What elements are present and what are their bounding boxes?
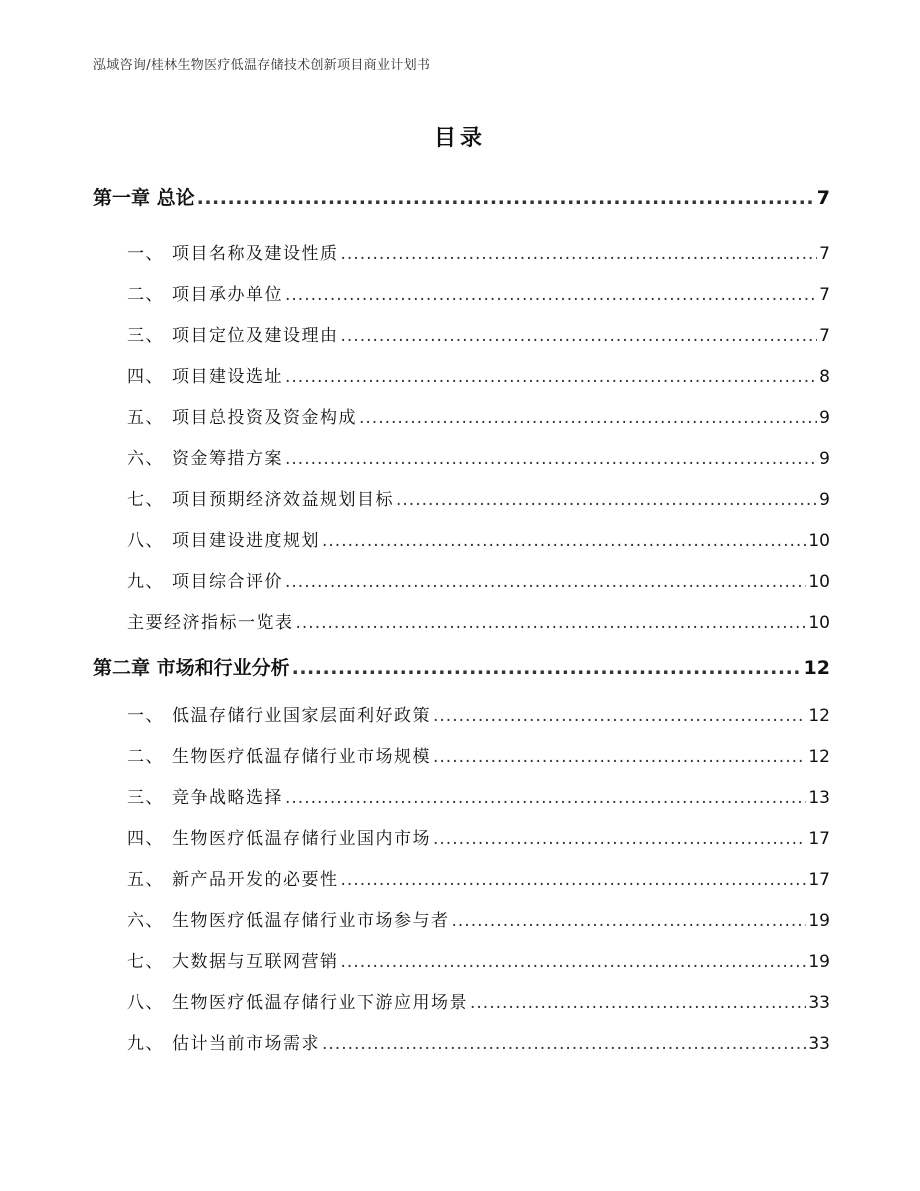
entry-title: 资金筹措方案	[172, 449, 283, 469]
chapter-title: 第一章 总论	[93, 187, 195, 209]
entry-title: 生物医疗低温存储行业市场参与者	[172, 911, 450, 931]
page-number: 19	[808, 911, 830, 931]
page-number: 10	[808, 572, 830, 592]
toc-chapter-2[interactable]	[93, 648, 830, 688]
entry-number: 七、	[127, 490, 164, 510]
entry-number: 九、	[127, 572, 164, 592]
dot-leader	[197, 178, 815, 218]
toc-chapter-1[interactable]	[93, 178, 830, 218]
entry-number: 三、	[127, 326, 164, 346]
toc-title: 目录	[433, 126, 486, 151]
dot-leader	[433, 737, 806, 778]
entry-title: 项目名称及建设性质	[172, 244, 339, 264]
dot-leader	[285, 778, 806, 819]
entry-title: 项目建设进度规划	[172, 531, 320, 551]
page-number: 9	[819, 449, 830, 469]
entry-title: 项目总投资及资金构成	[172, 408, 357, 428]
dot-leader	[341, 942, 807, 983]
entry-number: 五、	[127, 408, 164, 428]
page-number: 10	[808, 531, 830, 551]
entry-title: 项目建设选址	[172, 367, 283, 387]
dot-leader	[359, 398, 817, 439]
dot-leader	[296, 603, 807, 644]
entry-title: 新产品开发的必要性	[172, 870, 339, 890]
dot-leader	[341, 234, 818, 275]
entry-number: 一、	[127, 244, 164, 264]
entry-number: 六、	[127, 911, 164, 931]
toc-entry[interactable]	[93, 357, 830, 398]
toc-entry[interactable]	[93, 439, 830, 480]
entry-title: 项目定位及建设理由	[172, 326, 339, 346]
toc-entry[interactable]	[93, 1024, 830, 1065]
running-header: 泓域咨询/桂林生物医疗低温存储技术创新项目商业计划书	[93, 58, 431, 73]
toc-entry[interactable]	[93, 819, 830, 860]
entry-number: 二、	[127, 747, 164, 767]
toc-entry[interactable]	[93, 398, 830, 439]
page-number: 33	[808, 993, 830, 1013]
entry-title: 生物医疗低温存储行业下游应用场景	[172, 993, 468, 1013]
entry-title: 竞争战略选择	[172, 788, 283, 808]
entry-title: 大数据与互联网营销	[172, 952, 339, 972]
toc-entry[interactable]	[93, 480, 830, 521]
toc-entry[interactable]	[93, 942, 830, 983]
page-number: 9	[819, 490, 830, 510]
entry-number: 四、	[127, 367, 164, 387]
toc-entry[interactable]	[93, 696, 830, 737]
toc-entry[interactable]	[93, 737, 830, 778]
chapter-title: 第二章 市场和行业分析	[93, 657, 290, 679]
entry-number: 五、	[127, 870, 164, 890]
page-number: 19	[808, 952, 830, 972]
page-number: 7	[819, 285, 830, 305]
page-number: 17	[808, 870, 830, 890]
toc-entry[interactable]	[93, 901, 830, 942]
toc-entry[interactable]	[93, 275, 830, 316]
entry-number: 九、	[127, 1034, 164, 1054]
page-number: 7	[819, 326, 830, 346]
entry-number: 二、	[127, 285, 164, 305]
toc-entry[interactable]	[93, 603, 830, 644]
entry-title: 生物医疗低温存储行业国内市场	[172, 829, 431, 849]
page-number: 13	[808, 788, 830, 808]
dot-leader	[396, 480, 817, 521]
toc-entry[interactable]	[93, 562, 830, 603]
dot-leader	[470, 983, 806, 1024]
dot-leader	[433, 819, 806, 860]
table-of-contents	[93, 178, 830, 1065]
page-number: 17	[808, 829, 830, 849]
dot-leader	[341, 316, 818, 357]
page-number: 12	[808, 706, 830, 726]
entry-title: 主要经济指标一览表	[127, 613, 294, 633]
entry-title: 项目承办单位	[172, 285, 283, 305]
dot-leader	[292, 648, 802, 688]
dot-leader	[322, 1024, 806, 1065]
entry-title: 项目预期经济效益规划目标	[172, 490, 394, 510]
dot-leader	[341, 860, 807, 901]
page-number: 9	[819, 408, 830, 428]
toc-entry[interactable]	[93, 234, 830, 275]
page-number: 10	[808, 613, 830, 633]
page-number: 8	[819, 367, 830, 387]
dot-leader	[285, 439, 817, 480]
entry-number: 六、	[127, 449, 164, 469]
page-number: 12	[808, 747, 830, 767]
toc-entry[interactable]	[93, 983, 830, 1024]
page-number: 12	[803, 657, 830, 679]
dot-leader	[285, 275, 817, 316]
entry-number: 三、	[127, 788, 164, 808]
page-number: 33	[808, 1034, 830, 1054]
entry-title: 生物医疗低温存储行业市场规模	[172, 747, 431, 767]
dot-leader	[285, 357, 817, 398]
entry-title: 项目综合评价	[172, 572, 283, 592]
entry-title: 低温存储行业国家层面利好政策	[172, 706, 431, 726]
entry-number: 八、	[127, 531, 164, 551]
entry-number: 八、	[127, 993, 164, 1013]
page-number: 7	[819, 244, 830, 264]
toc-entry[interactable]	[93, 316, 830, 357]
page-number: 7	[816, 187, 830, 209]
entry-number: 四、	[127, 829, 164, 849]
entry-number: 一、	[127, 706, 164, 726]
dot-leader	[433, 696, 806, 737]
toc-entry[interactable]	[93, 521, 830, 562]
entry-number: 七、	[127, 952, 164, 972]
dot-leader	[285, 562, 806, 603]
entry-title: 估计当前市场需求	[172, 1034, 320, 1054]
dot-leader	[322, 521, 806, 562]
toc-entry[interactable]	[93, 860, 830, 901]
toc-entry[interactable]	[93, 778, 830, 819]
dot-leader	[452, 901, 807, 942]
